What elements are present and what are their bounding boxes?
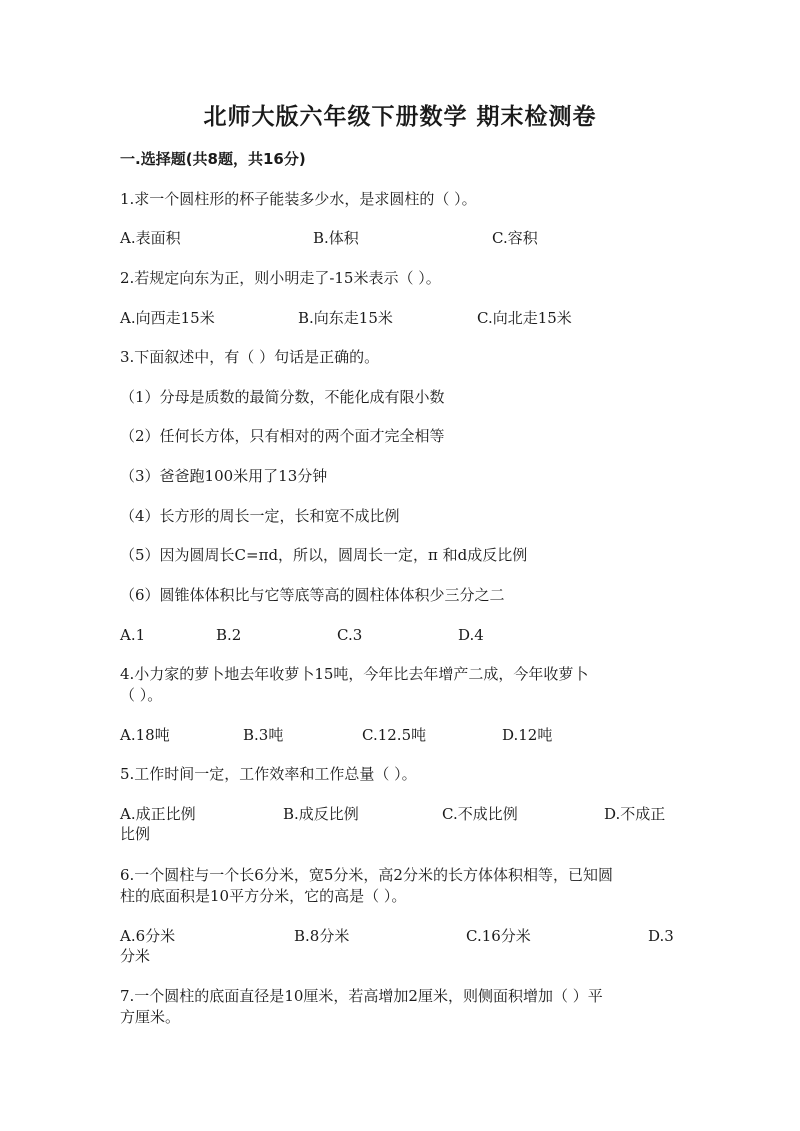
q6-option-d-wrap: 分米 bbox=[120, 947, 151, 965]
page-title: 北师大版六年级下册数学 期末检测卷 bbox=[203, 104, 597, 130]
q1-option-a[interactable]: A.表面积 bbox=[120, 229, 181, 247]
q3-option-c[interactable]: C.3 bbox=[337, 626, 363, 644]
q3-statement: （5）因为圆周长C=πd，所以，圆周长一定，π 和d成反比例 bbox=[120, 546, 528, 564]
q2-option-b[interactable]: B.向东走15米 bbox=[298, 309, 393, 327]
q3-statement: （3）爸爸跑100米用了13分钟 bbox=[120, 467, 328, 485]
q6-option-b[interactable]: B.8分米 bbox=[294, 927, 350, 945]
q3-option-d[interactable]: D.4 bbox=[458, 626, 484, 644]
q2-option-a[interactable]: A.向西走15米 bbox=[120, 309, 215, 327]
q6-option-a[interactable]: A.6分米 bbox=[120, 927, 176, 945]
question-1: 1.求一个圆柱形的杯子能装多少水，是求圆柱的（ ）。 bbox=[120, 190, 477, 208]
q4-option-a[interactable]: A.18吨 bbox=[120, 726, 170, 744]
question-4: 4.小力家的萝卜地去年收萝卜15吨，今年比去年增产二成，今年收萝卜 bbox=[120, 665, 589, 683]
q4-option-d[interactable]: D.12吨 bbox=[502, 726, 553, 744]
q5-option-d[interactable]: D.不成正 bbox=[604, 805, 666, 823]
q5-option-b[interactable]: B.成反比例 bbox=[283, 805, 359, 823]
question-6-cont: 柱的底面积是10平方分米，它的高是（ ）。 bbox=[120, 887, 407, 905]
q6-option-d[interactable]: D.3 bbox=[648, 927, 674, 945]
q1-option-c[interactable]: C.容积 bbox=[492, 229, 538, 247]
section-heading: 一.选择题(共8题，共16分) bbox=[120, 150, 306, 168]
question-6: 6.一个圆柱与一个长6分米，宽5分米，高2分米的长方体体积相等，已知圆 bbox=[120, 866, 613, 884]
question-2: 2.若规定向东为正，则小明走了-15米表示（ ）。 bbox=[120, 269, 441, 287]
question-7-cont: 方厘米。 bbox=[120, 1008, 181, 1026]
q4-option-b[interactable]: B.3吨 bbox=[243, 726, 284, 744]
question-5: 5.工作时间一定，工作效率和工作总量（ ）。 bbox=[120, 765, 417, 783]
q5-option-d-wrap: 比例 bbox=[120, 825, 151, 843]
question-3: 3.下面叙述中，有（ ）句话是正确的。 bbox=[120, 348, 380, 366]
q3-option-b[interactable]: B.2 bbox=[216, 626, 242, 644]
q6-option-c[interactable]: C.16分米 bbox=[466, 927, 531, 945]
q3-statement: （2）任何长方体，只有相对的两个面才完全相等 bbox=[120, 427, 445, 445]
question-7: 7.一个圆柱的底面直径是10厘米，若高增加2厘米，则侧面积增加（ ）平 bbox=[120, 987, 603, 1005]
q3-option-a[interactable]: A.1 bbox=[120, 626, 146, 644]
q5-option-a[interactable]: A.成正比例 bbox=[120, 805, 196, 823]
q5-option-c[interactable]: C.不成比例 bbox=[442, 805, 518, 823]
q4-option-c[interactable]: C.12.5吨 bbox=[362, 726, 427, 744]
q3-statement: （4）长方形的周长一定，长和宽不成比例 bbox=[120, 507, 400, 525]
q3-statement: （6）圆锥体体积比与它等底等高的圆柱体体积少三分之二 bbox=[120, 586, 505, 604]
q1-option-b[interactable]: B.体积 bbox=[313, 229, 359, 247]
q3-statement: （1）分母是质数的最简分数，不能化成有限小数 bbox=[120, 388, 445, 406]
q2-option-c[interactable]: C.向北走15米 bbox=[477, 309, 572, 327]
question-4-cont: （ ）。 bbox=[120, 686, 163, 704]
